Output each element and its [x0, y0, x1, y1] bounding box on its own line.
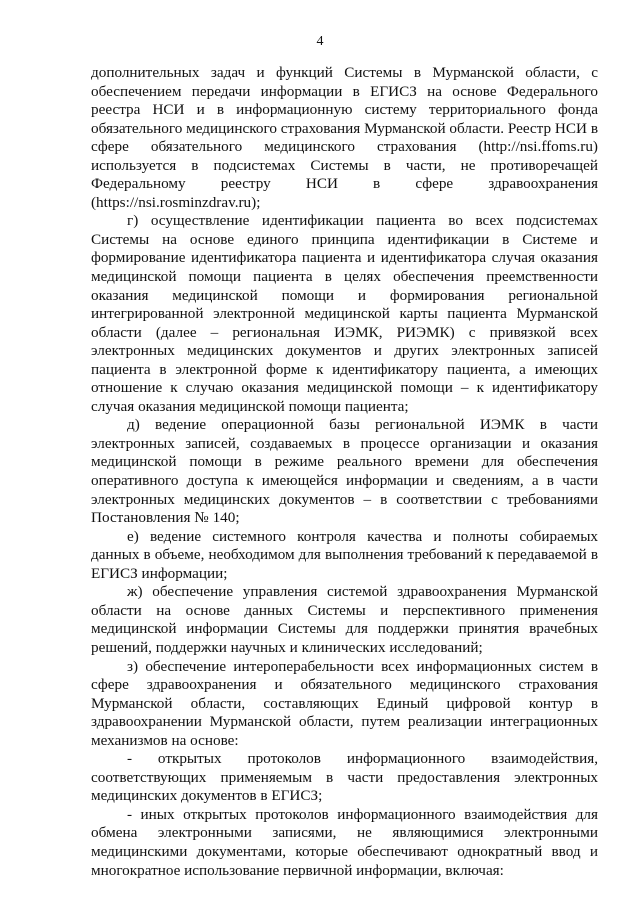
- dash-item-other-protocols: - иных открытых протоколов информационного взаимодействия для обмена электронными записями, не являющимися электронными медицинскими документами, которые обеспечивают однократный ввод и многократное использование первичной информации, включая:: [91, 805, 598, 879]
- paragraph-continuation: дополнительных задач и функций Системы в Мурманской области, с обеспечением передачи информации в ЕГИСЗ на основе Федерального реестра НСИ и в информационную систему территориального фонда обязательного медицинского страхования Мурманской области. Реестр НСИ в сфере обязательного медицинского страхования (http://nsi.ffoms.ru) используется в подсистемах Системы в части, не противоречащей Федеральному реестру НСИ в сфере здравоохранения (https://nsi.rosminzdrav.ru);: [91, 64, 598, 211]
- page-number: 4: [316, 34, 324, 49]
- paragraph-item-g: г) осуществление идентификации пациента во всех подсистемах Системы на основе единого принципа идентификации в Системе и формирование идентификатора пациента и идентификатора случая оказания медицинской помощи пациента в целях обеспечения преемственности оказания медицинской помощи и формирования региональной интегрированной электронной медицинской карты пациента Мурманской области (далее – региональная ИЭМК, РИЭМК) с привязкой всех электронных медицинских документов и других электронных записей пациента в электронной форме к идентификатору пациента, а имеющих отношение к случаю оказания медицинской помощи – к идентификатору случая оказания медицинской помощи пациента;: [91, 212, 598, 415]
- paragraph-item-e: е) ведение системного контроля качества и полноты собираемых данных в объеме, необходимом для выполнения требований к передаваемой в ЕГИСЗ информации;: [91, 527, 598, 582]
- paragraph-item-d: д) ведение операционной базы региональной ИЭМК в части электронных записей, создаваемых в процессе организации и оказания медицинской помощи в режиме реального времени для обеспечения оперативного доступа к имеющейся информации и сведениям, а в части электронных медицинских документов – в соответствии с требованиями Постановления № 140;: [91, 416, 598, 527]
- dash-item-open-protocols: - открытых протоколов информационного взаимодействия, соответствующих применяемым в части предоставления электронных медицинских документов в ЕГИСЗ;: [91, 750, 598, 805]
- document-body: [91, 64, 598, 880]
- paragraph-item-z: з) обеспечение интероперабельности всех информационных систем в сфере здравоохранения и обязательного медицинского страхования Мурманской области, составляющих Единый цифровой контур в здравоохранении Мурманской области, путем реализации интеграционных механизмов на основе:: [91, 657, 598, 749]
- paragraph-item-zh: ж) обеспечение управления системой здравоохранения Мурманской области на основе данных Системы и перспективного применения медицинской информации Системы для поддержки принятия врачебных решений, поддержки научных и клинических исследований;: [91, 583, 598, 656]
